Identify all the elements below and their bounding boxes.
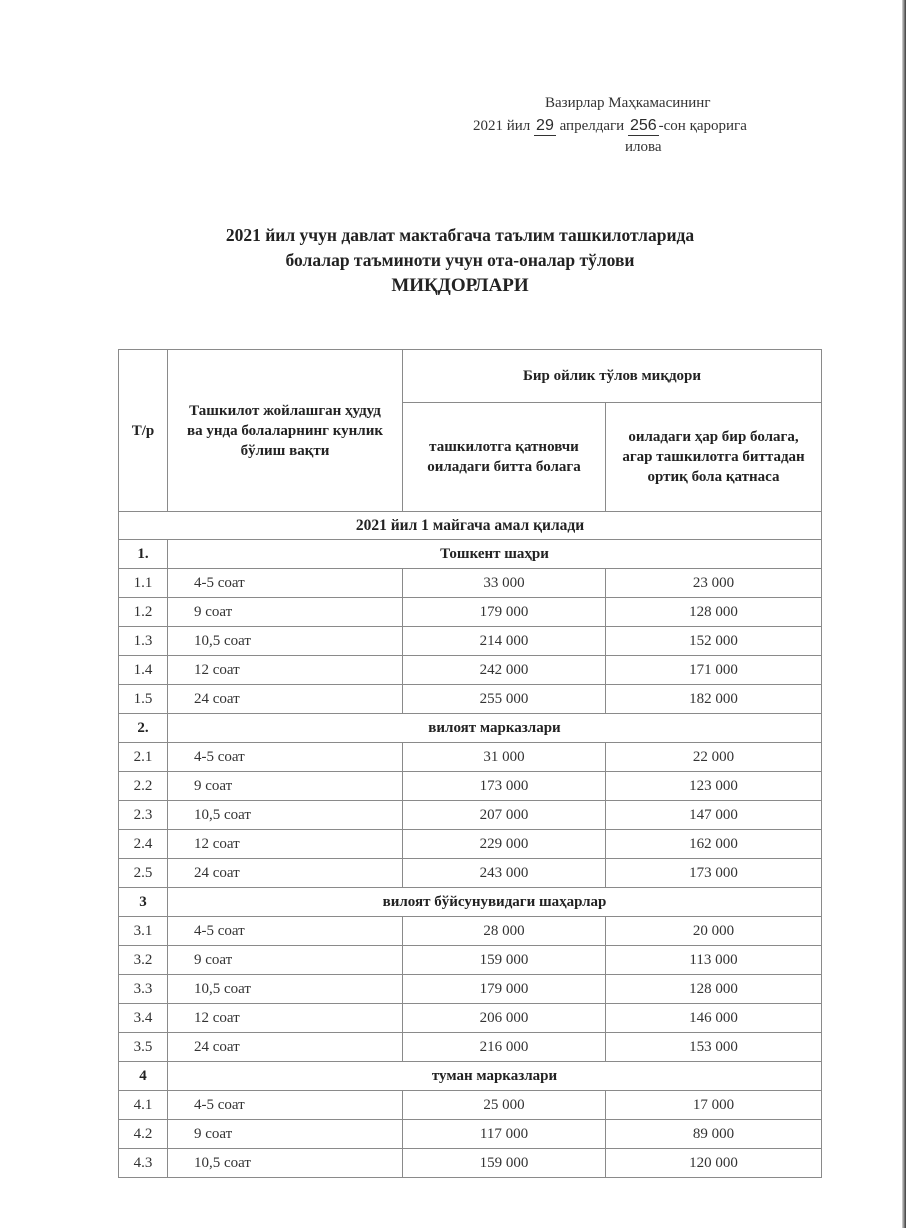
annex-line-3: илова [625, 139, 662, 155]
row-fee-one-child: 173 000 [403, 772, 606, 801]
table-row [119, 598, 822, 627]
row-fee-each-child: 128 000 [606, 975, 822, 1004]
row-duration: 9 соат [168, 598, 403, 627]
row-number: 1.2 [119, 598, 168, 627]
table-row [119, 685, 822, 714]
row-number: 2.1 [119, 743, 168, 772]
row-number: 2.5 [119, 859, 168, 888]
row-duration: 9 соат [168, 946, 403, 975]
header-each-child-text: оиладаги ҳар бир болага, агар ташкилотга биттадан ортиқ бола қатнаса [622, 429, 805, 485]
title-line-1: 2021 йил учун давлат мактабгача таълим ташкилотларида [225, 225, 695, 245]
row-fee-each-child: 152 000 [606, 627, 822, 656]
row-fee-each-child: 20 000 [606, 917, 822, 946]
annex-month: апрелдаги [559, 118, 625, 134]
annex-line-1: Вазирлар Маҳкамасининг [545, 95, 711, 111]
row-fee-one-child: 229 000 [403, 830, 606, 859]
row-duration: 24 соат [168, 1033, 403, 1062]
row-duration: 10,5 соат [168, 1149, 403, 1178]
table-row [119, 772, 822, 801]
row-duration: 12 соат [168, 830, 403, 859]
group-name: вилоят бўйсунувидаги шаҳарлар [168, 888, 822, 917]
row-duration: 12 соат [168, 656, 403, 685]
scan-edge [902, 0, 906, 1228]
row-fee-each-child: 171 000 [606, 656, 822, 685]
table-row [119, 1120, 822, 1149]
row-fee-one-child: 243 000 [403, 859, 606, 888]
group-number: 3 [119, 888, 168, 917]
row-fee-one-child: 255 000 [403, 685, 606, 714]
row-fee-each-child: 162 000 [606, 830, 822, 859]
table-row [119, 743, 822, 772]
group-number: 2. [119, 714, 168, 743]
row-duration: 4-5 соат [168, 569, 403, 598]
row-fee-each-child: 89 000 [606, 1120, 822, 1149]
header-location [168, 350, 403, 512]
row-fee-one-child: 207 000 [403, 801, 606, 830]
row-number: 3.1 [119, 917, 168, 946]
row-number: 1.4 [119, 656, 168, 685]
row-number: 3.2 [119, 946, 168, 975]
row-fee-one-child: 159 000 [403, 946, 606, 975]
group-name: вилоят марказлари [168, 714, 822, 743]
row-duration: 10,5 соат [168, 627, 403, 656]
row-number: 1.3 [119, 627, 168, 656]
row-duration: 10,5 соат [168, 801, 403, 830]
row-fee-one-child: 31 000 [403, 743, 606, 772]
group-row [119, 1062, 822, 1091]
row-fee-each-child: 23 000 [606, 569, 822, 598]
group-name: Тошкент шаҳри [168, 540, 822, 569]
row-fee-each-child: 173 000 [606, 859, 822, 888]
row-fee-one-child: 206 000 [403, 1004, 606, 1033]
header-monthly-payment: Бир ойлик тўлов миқдори [403, 350, 822, 403]
row-fee-one-child: 216 000 [403, 1033, 606, 1062]
header-number: Т/р [119, 350, 168, 512]
table-row [119, 946, 822, 975]
row-fee-one-child: 179 000 [403, 598, 606, 627]
row-number: 4.1 [119, 1091, 168, 1120]
table-row [119, 830, 822, 859]
group-row [119, 540, 822, 569]
header-location-text: Ташкилот жойлашган ҳудуд ва унда болаларнинг кунлик бўлиш вақти [186, 402, 383, 459]
row-fee-each-child: 147 000 [606, 801, 822, 830]
table-row [119, 656, 822, 685]
row-fee-one-child: 25 000 [403, 1091, 606, 1120]
table-row [119, 1033, 822, 1062]
table-row [119, 569, 822, 598]
row-fee-each-child: 146 000 [606, 1004, 822, 1033]
table-row [119, 1004, 822, 1033]
annex-line-2 [473, 115, 747, 138]
table-row [119, 627, 822, 656]
row-fee-one-child: 179 000 [403, 975, 606, 1004]
row-number: 3.4 [119, 1004, 168, 1033]
title-line-2: болалар таъминоти учун ота-оналар тўлови [285, 250, 635, 270]
row-number: 3.5 [119, 1033, 168, 1062]
period-row: 2021 йил 1 майгача амал қилади [119, 512, 822, 540]
row-duration: 9 соат [168, 1120, 403, 1149]
annex-resolution: -сон қарорига [658, 118, 747, 134]
table-row [119, 1149, 822, 1178]
group-number: 4 [119, 1062, 168, 1091]
group-row [119, 714, 822, 743]
row-number: 1.1 [119, 569, 168, 598]
row-fee-each-child: 153 000 [606, 1033, 822, 1062]
row-fee-each-child: 123 000 [606, 772, 822, 801]
row-duration: 12 соат [168, 1004, 403, 1033]
row-fee-one-child: 159 000 [403, 1149, 606, 1178]
group-name: туман марказлари [168, 1062, 822, 1091]
table-row [119, 1091, 822, 1120]
header-one-child-text: ташкилотга қатновчи оиладаги битта болага [427, 439, 581, 475]
row-fee-each-child: 120 000 [606, 1149, 822, 1178]
row-fee-each-child: 17 000 [606, 1091, 822, 1120]
annex-year: 2021 йил [473, 118, 531, 134]
header-each-child [606, 403, 822, 512]
fees-table [118, 349, 822, 1178]
row-fee-each-child: 128 000 [606, 598, 822, 627]
group-row [119, 888, 822, 917]
row-fee-each-child: 22 000 [606, 743, 822, 772]
table-row [119, 917, 822, 946]
row-number: 2.3 [119, 801, 168, 830]
row-number: 2.4 [119, 830, 168, 859]
row-duration: 4-5 соат [168, 917, 403, 946]
row-duration: 24 соат [168, 859, 403, 888]
row-number: 3.3 [119, 975, 168, 1004]
row-fee-each-child: 182 000 [606, 685, 822, 714]
row-fee-each-child: 113 000 [606, 946, 822, 975]
row-fee-one-child: 242 000 [403, 656, 606, 685]
group-number: 1. [119, 540, 168, 569]
row-duration: 24 соат [168, 685, 403, 714]
title-line-3: МИҚДОРЛАРИ [391, 275, 529, 296]
table-body [119, 512, 822, 1178]
row-number: 1.5 [119, 685, 168, 714]
row-number: 2.2 [119, 772, 168, 801]
row-fee-one-child: 33 000 [403, 569, 606, 598]
table-row [119, 801, 822, 830]
row-fee-one-child: 117 000 [403, 1120, 606, 1149]
row-fee-one-child: 214 000 [403, 627, 606, 656]
header-one-child [403, 403, 606, 512]
row-duration: 10,5 соат [168, 975, 403, 1004]
table-row [119, 975, 822, 1004]
table-row [119, 859, 822, 888]
annex-day-handwritten: 29 [536, 117, 554, 134]
row-duration: 4-5 соат [168, 1091, 403, 1120]
document-title [90, 223, 830, 298]
row-fee-one-child: 28 000 [403, 917, 606, 946]
annex-number-handwritten: 256 [629, 117, 657, 134]
row-number: 4.3 [119, 1149, 168, 1178]
row-duration: 4-5 соат [168, 743, 403, 772]
row-duration: 9 соат [168, 772, 403, 801]
row-number: 4.2 [119, 1120, 168, 1149]
